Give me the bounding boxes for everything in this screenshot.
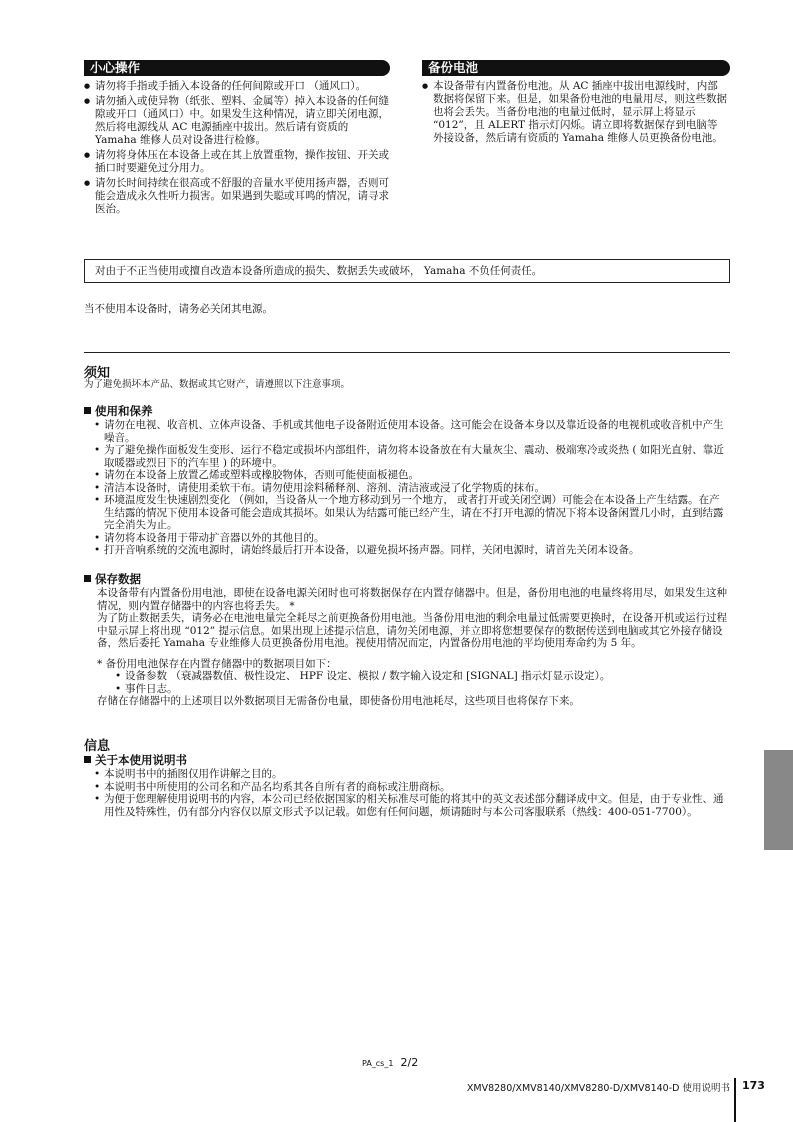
about-heading: [84, 752, 187, 768]
side-tab: [764, 750, 793, 850]
about-heading-label: 关于本使用说明书: [95, 753, 187, 767]
page-fraction: 2/2: [400, 1056, 419, 1069]
list-item: • 为了避免操作面板发生变形、运行不稳定或损坏内部组件，请勿将本设备放在有大量灰尘、震动、极端寒冷或炎热 ( 如阳光直射、靠近取暖器或烈日下的汽车里 ) 的环境中。: [94, 444, 730, 469]
storage-body: [97, 587, 730, 708]
power-note: 当不使用本设备时，请务必关闭其电源。: [84, 303, 273, 315]
list-item: • 清洁本设备时，请使用柔软干布。请勿使用涂料稀释剂、溶剂、清洁液或浸了化学物质的抹布。: [94, 482, 730, 495]
list-item: ● 本设备带有内置备份电池。从 AC 插座中拔出电源线时，内部数据将保留下来。但是，如果备份电池的电量用尽，则这些数据也将会丢失。当备份电池的电量过低时，显示屏上将显示 “012”，且 ALERT 指示灯闪烁。请立即将数据保存到电脑等外接设备，然后请有资质的 Yamaha 维修人员更换备份电池。: [422, 80, 727, 145]
disclaimer-box: 对由于不正当使用或擅自改造本设备所造成的损失、数据丢失或破坏， Yamaha 不负任何责任。: [84, 259, 730, 283]
storage-paragraph: 本设备带有内置备份用电池，即使在设备电源关闭时也可将数据保存在内置存储器中。但是，备份用电池的电量终将用尽，如果发生这种情况，则内置存储器中的内容也将丢失。 *: [97, 587, 727, 612]
square-bullet-icon: [84, 407, 91, 414]
usage-list: [94, 419, 730, 557]
caution-heading: 小心操作: [84, 60, 390, 76]
list-item: • 事件日志。: [115, 683, 730, 696]
caution-list: [84, 80, 389, 218]
page-number: 173: [742, 1079, 765, 1092]
storage-note-intro: * 备份用电池保存在内置存储器中的数据项目如下：: [97, 657, 337, 670]
backup-list: [422, 80, 727, 147]
list-item: ● 请勿插入或使异物（纸张、塑料、金属等）掉入本设备的任何缝隙或开口（通风口）中。如果发生这种情况，请立即关闭电源，然后将电源线从 AC 电源插座中拔出。然后请有资质的 Yamaha 维修人员对设备进行检修。: [84, 95, 389, 147]
storage-paragraph: 为了防止数据丢失，请务必在电池电量完全耗尽之前更换备份用电池。当备份用电池的剩余电量过低需要更换时，在设备开机或运行过程中显示屏上将出现 “012” 提示信息。如果出现上述提示信息，请勿关闭电源，并立即将您想要保存的数据传送到电脑或其它外接存储设备，然后委托 Yamaha 专业维修人员更换备份用电池。视使用情况而定，内置备份用电池的平均使用寿命约为 5 年。: [97, 612, 727, 649]
list-item: ● 请勿长时间持续在很高或不舒服的音量水平使用扬声器，否则可能会造成永久性听力损害。如果遇到失聪或耳鸣的情况，请寻求医治。: [84, 177, 389, 216]
square-bullet-icon: [84, 575, 91, 582]
list-item: ● 请勿将手指或手插入本设备的任何间隙或开口 （通风口）。: [84, 80, 389, 93]
list-item: • 打开音响系统的交流电源时，请始终最后打开本设备，以避免损坏扬声器。同样，关闭电源时，请首先关闭本设备。: [94, 544, 730, 557]
list-item: • 为便于您理解使用说明书的内容，本公司已经依据国家的相关标准尽可能的将其中的英文表述部分翻译成中文。但是，由于专业性、通用性及特殊性，仍有部分内容仅以原文形式予以记载。如您有任何问题，烦请随时与本公司客服联系（热线：400-051-7700）。: [94, 793, 730, 818]
list-item: • 本说明书中的插图仅用作讲解之目的。: [94, 768, 730, 781]
info-heading: 信息: [84, 739, 111, 754]
list-item: • 设备参数 （衰减器数值、极性设定、 HPF 设定、模拟 / 数字输入设定和 [SIGNAL] 指示灯显示设定）。: [115, 670, 730, 683]
usage-heading: [84, 403, 153, 419]
list-item: • 本说明书中所使用的公司名和产品名均系其各自所有者的商标或注册商标。: [94, 781, 730, 794]
list-item: ● 请勿将身体压在本设备上或在其上放置重物，操作按钮、开关或插口时要避免过分用力。: [84, 149, 389, 175]
list-item: • 请勿在本设备上放置乙烯或塑料或橡胶物体，否则可能使面板褪色。: [94, 469, 730, 482]
square-bullet-icon: [84, 756, 91, 763]
notice-subtitle: 为了避免损坏本产品、数据或其它财产，请遵照以下注意事项。: [84, 379, 351, 390]
notice-heading: 须知: [84, 366, 111, 381]
storage-heading-label: 保存数据: [95, 572, 141, 586]
model-title: XMV8280/XMV8140/XMV8280-D/XMV8140-D 使用说明书: [466, 1083, 730, 1094]
divider: [84, 352, 730, 353]
doc-code: PA_cs_1: [362, 1059, 394, 1068]
usage-heading-label: 使用和保养: [95, 404, 153, 418]
backup-heading: 备份电池: [422, 60, 730, 76]
list-item: • 请勿将本设备用于带动扩音器以外的其他目的。: [94, 532, 730, 545]
about-list: [94, 768, 730, 818]
storage-note-end: 存储在存储器中的上述项目以外数据项目无需备份电量，即使备份用电池耗尽，这些项目也将保存下来。: [97, 695, 580, 707]
footer-rule: [734, 1078, 736, 1122]
list-item: • 环境温度发生快速剧烈变化 （例如，当设备从一个地方移动到另一个地方， 或者打开或关闭空调）可能会在本设备上产生结露。在产生结露的情况下使用本设备可能会造成其损坏。如果认为结露可能已经产生，请在不打开电源的情况下将本设备闲置几小时，直到结露完全消失为止。: [94, 494, 730, 532]
doc-code-footer: [362, 1056, 418, 1069]
storage-heading: [84, 571, 141, 587]
list-item: • 请勿在电视、收音机、立体声设备、手机或其他电子设备附近使用本设备。这可能会在设备本身以及靠近设备的电视机或收音机中产生噪音。: [94, 419, 730, 444]
